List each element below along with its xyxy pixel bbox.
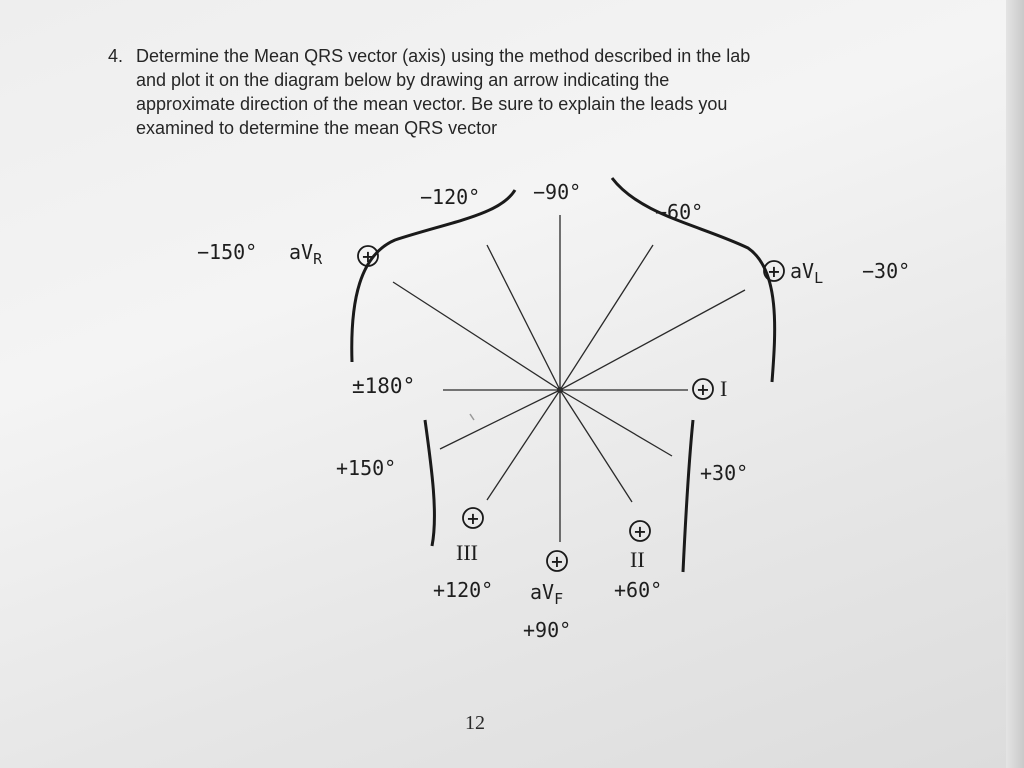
label-lead-ii: II — [630, 547, 645, 572]
axis-line-minus150 — [393, 282, 560, 390]
lead-ii-positive-symbol: + — [633, 522, 647, 541]
axis-line-plus60 — [560, 390, 632, 502]
label-plus30: +30° — [700, 461, 749, 485]
label-pm180: ±180° — [352, 374, 416, 398]
label-plus150: +150° — [336, 456, 397, 480]
axis-line-plus30 — [560, 390, 672, 456]
axis-line-minus60 — [560, 245, 653, 390]
axis-line-plus120 — [487, 390, 560, 500]
label-minus30: −30° — [862, 259, 911, 283]
label-plus90: +90° — [523, 618, 572, 642]
label-lead-i: I — [720, 376, 728, 401]
label-minus150: −150° — [197, 240, 258, 264]
label-avl: $aV_L$ — [790, 259, 824, 287]
axis-line-minus120 — [487, 245, 560, 390]
page-number: 12 — [465, 712, 485, 734]
label-minus60: −60° — [655, 200, 704, 224]
outline-left-shoulder — [352, 190, 515, 362]
outline-left-arm — [425, 420, 434, 546]
lead-i-positive-symbol: + — [696, 380, 710, 399]
question-line: approximate direction of the mean vector. Be sure to explain the leads you — [136, 94, 728, 114]
label-avr: $aV_R$ — [289, 240, 323, 268]
lead-iii-positive-symbol: + — [466, 509, 480, 528]
question-line: Determine the Mean QRS vector (axis) using the method described in the lab — [136, 46, 751, 66]
label-plus60: +60° — [614, 578, 663, 602]
label-lead-iii: III — [456, 540, 478, 565]
label-plus120: +120° — [433, 578, 494, 602]
question-line: examined to determine the mean QRS vector — [136, 118, 498, 138]
avl-positive-symbol: + — [767, 262, 781, 281]
avr-positive-symbol: + — [361, 247, 375, 266]
pencil-mark — [470, 414, 474, 420]
axis-line-minus30 — [560, 290, 745, 390]
label-minus120: −120° — [420, 185, 481, 209]
axis-line-plus150 — [440, 390, 560, 449]
outline-right-arm — [683, 420, 693, 572]
label-minus90: −90° — [533, 180, 582, 204]
question-line: and plot it on the diagram below by drawing an arrow indicating the — [136, 70, 670, 90]
axis-center — [557, 387, 563, 393]
avf-positive-symbol: + — [550, 552, 564, 571]
label-avf: $aV_F$ — [530, 580, 564, 608]
question-number: 4. — [108, 46, 124, 66]
